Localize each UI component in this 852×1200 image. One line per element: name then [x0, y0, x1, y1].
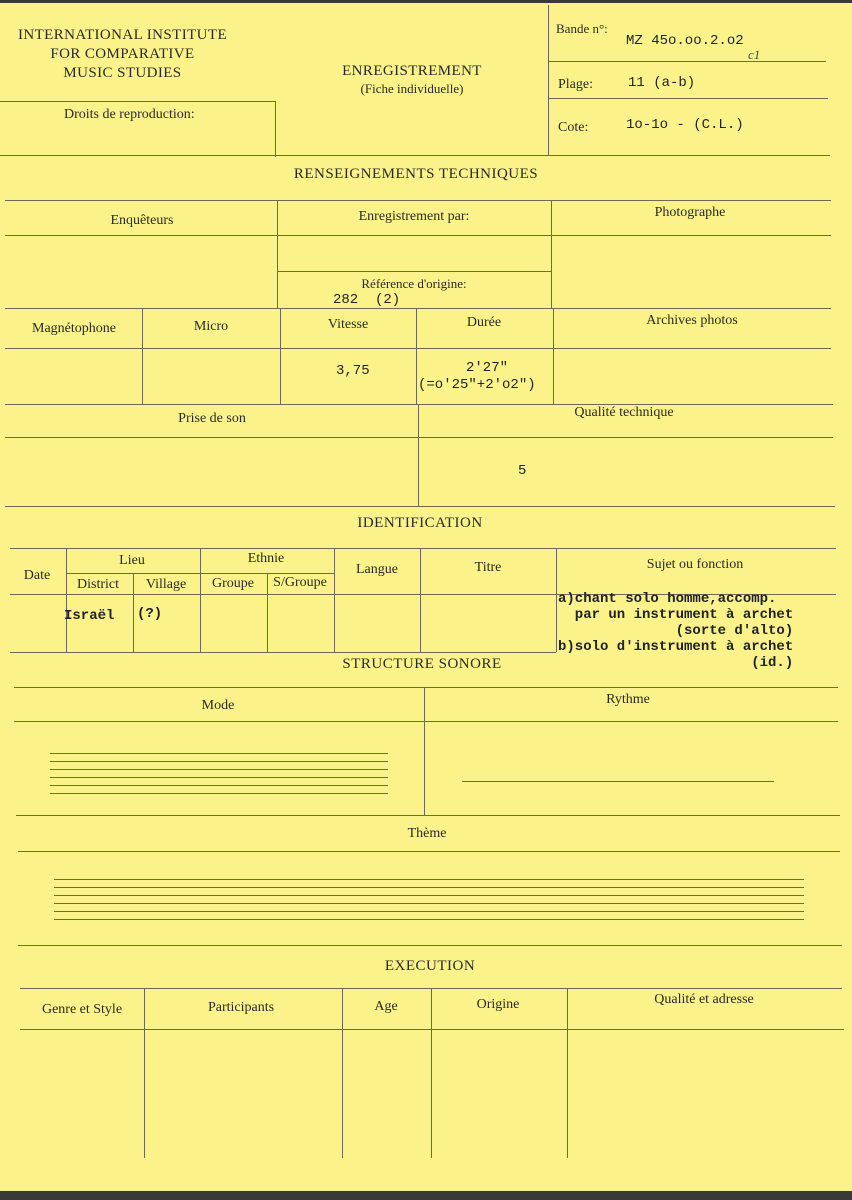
tech-col-divider-2 [551, 200, 552, 308]
reference-divider [277, 271, 551, 272]
structure-col-divider [424, 687, 425, 815]
village-value: (?) [137, 606, 163, 622]
technique-bottom-line [5, 506, 835, 507]
langue-label: Langue [356, 562, 398, 577]
plage-underline [548, 98, 828, 99]
tech-col-divider-1 [277, 200, 278, 308]
theme-staff-line [54, 887, 804, 888]
photographe-label: Photographe [654, 205, 726, 220]
theme-staff-line [54, 903, 804, 904]
institute-line-3: MUSIC STUDIES [63, 65, 182, 81]
execution-label-line [20, 1029, 844, 1030]
plage-label: Plage: [558, 77, 593, 92]
mode-staff-line [50, 753, 388, 754]
theme-bottom-line [18, 945, 842, 946]
groupe-label: Groupe [212, 576, 254, 591]
mode-label: Mode [201, 698, 235, 713]
qualite-adresse-label: Qualité et adresse [654, 992, 754, 1007]
tech-row2-top [5, 308, 831, 309]
sujet-label: Sujet ou fonction [646, 557, 744, 572]
institute-line-2: FOR COMPARATIVE [50, 46, 195, 62]
id-col-district [133, 573, 134, 652]
mode-staff-line [50, 793, 388, 794]
date-label: Date [23, 568, 51, 583]
district-label: District [77, 577, 119, 592]
theme-staff-line [54, 895, 804, 896]
header-bottom-line [0, 155, 830, 156]
form-subtitle: (Fiche individuelle) [360, 81, 464, 96]
tech-row3-div [418, 404, 419, 506]
duree-value: 2'27" [466, 360, 509, 376]
record-card [0, 3, 852, 1191]
rights-box-right [275, 101, 276, 157]
structure-bottom-line [16, 815, 840, 816]
qualite-technique-label: Qualité technique [574, 405, 674, 420]
archives-label: Archives photos [646, 313, 738, 328]
tech-row2-label-line [5, 348, 831, 349]
theme-staff-line [54, 879, 804, 880]
structure-label-line [14, 721, 838, 722]
mode-staff-line [50, 777, 388, 778]
reference-label: Référence d'origine: [361, 276, 467, 291]
id-col-ethnie [334, 548, 335, 652]
sujet-value: a)chant solo homme,accomp. par un instrument à archet (sorte d'alto) b)solo d'instrument à archet (id.) [558, 591, 794, 671]
exec-col-1 [144, 988, 145, 1158]
mode-staff-line [50, 785, 388, 786]
technique-header-line [5, 200, 831, 201]
magnetophone-label: Magnétophone [32, 321, 116, 336]
structure-header-line [14, 687, 838, 688]
execution-section-title: EXECUTION [384, 958, 476, 974]
district-value: Israël [64, 608, 115, 624]
prise-label: Prise de son [178, 411, 246, 426]
duree-label: Durée [466, 315, 502, 330]
identification-section-title: IDENTIFICATION [357, 515, 483, 531]
genre-label: Genre et Style [41, 1002, 123, 1017]
micro-label: Micro [193, 319, 229, 334]
mode-staff-line [50, 761, 388, 762]
header-right-divider [548, 5, 549, 155]
tech-row2-div-2 [280, 308, 281, 405]
tech-row3-label-line [5, 437, 833, 438]
plage-value: 11 (a-b) [628, 75, 696, 91]
id-col-groupe [267, 573, 268, 652]
identification-header-line [10, 548, 836, 549]
origine-label: Origine [476, 997, 520, 1012]
lieu-label: Lieu [119, 553, 145, 568]
id-col-titre [556, 548, 557, 652]
theme-header-line [18, 851, 840, 852]
cote-label: Cote: [558, 120, 589, 135]
id-col-langue [420, 548, 421, 652]
sgroupe-label: S/Groupe [273, 575, 327, 590]
reference-value: 282 (2) [333, 292, 401, 308]
tech-label-row-line [5, 235, 831, 236]
rythme-line [462, 781, 774, 782]
bande-value: MZ 45o.oo.2.o2 [626, 33, 744, 49]
theme-staff-line [54, 911, 804, 912]
vitesse-value: 3,75 [336, 363, 370, 379]
vitesse-label: Vitesse [327, 317, 369, 332]
rights-label: Droits de reproduction: [64, 107, 195, 122]
tech-row2-div-1 [142, 308, 143, 405]
exec-col-3 [431, 988, 432, 1158]
institute-name [0, 26, 245, 83]
age-label: Age [374, 999, 398, 1014]
duree-detail: (=o'25"+2'o2") [418, 377, 536, 393]
cote-value: 1o-1o - (C.L.) [626, 117, 744, 133]
id-col-lieu [200, 548, 201, 652]
id-subheader-line [66, 573, 334, 574]
bande-label: Bande n°: [556, 21, 608, 36]
tech-row2-div-4 [553, 308, 554, 405]
titre-label: Titre [474, 560, 502, 575]
bande-mark: c1 [748, 47, 761, 62]
enqueteurs-label: Enquêteurs [110, 213, 174, 228]
village-label: Village [145, 577, 187, 592]
rights-box-top [0, 101, 275, 102]
theme-staff-line [54, 919, 804, 920]
exec-col-2 [342, 988, 343, 1158]
rythme-label: Rythme [606, 692, 650, 707]
qualite-technique-value: 5 [518, 463, 527, 479]
technique-section-title: RENSEIGNEMENTS TECHNIQUES [293, 166, 539, 182]
participants-label: Participants [207, 1000, 275, 1015]
exec-col-4 [567, 988, 568, 1158]
theme-label: Thème [407, 826, 447, 841]
id-col-date [66, 548, 67, 652]
bande-underline [548, 61, 826, 62]
tech-row2-div-3 [416, 308, 417, 405]
institute-line-1: INTERNATIONAL INSTITUTE [17, 27, 228, 43]
structure-section-title: STRUCTURE SONORE [342, 656, 502, 672]
mode-staff-line [50, 769, 388, 770]
identification-bottom-line [10, 652, 556, 653]
enregistrement-label: Enregistrement par: [358, 209, 470, 224]
form-title: ENREGISTREMENT [342, 63, 482, 79]
ethnie-label: Ethnie [247, 551, 285, 566]
tech-row3-top [5, 404, 833, 405]
